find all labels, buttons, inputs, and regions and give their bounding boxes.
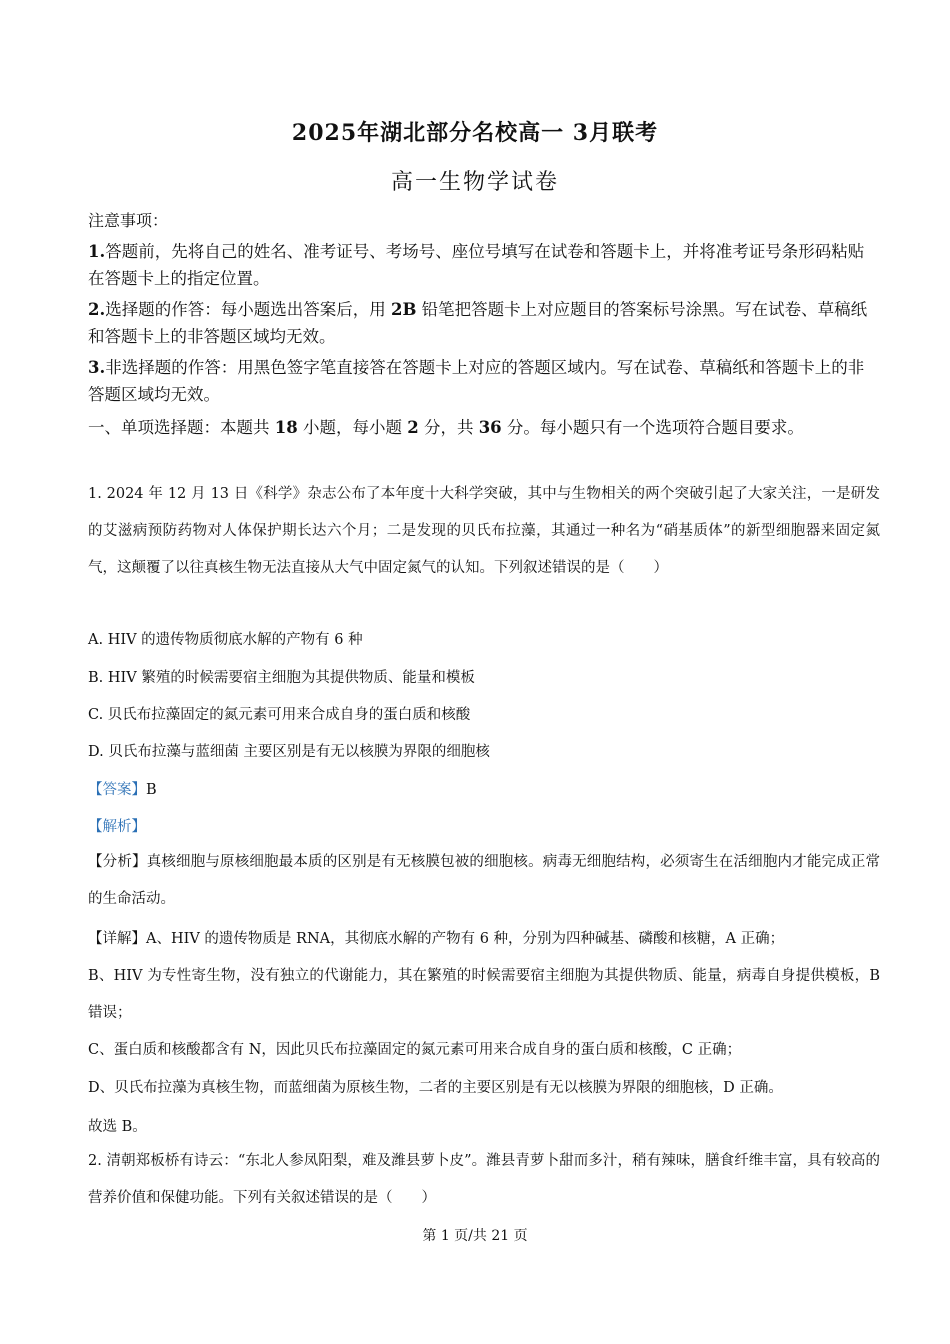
- notice-heading: 注意事项：: [88, 211, 169, 230]
- notice-item-1: [88, 238, 878, 292]
- analysis-tag: 【解析】: [88, 819, 146, 835]
- xiangjie-d: D、贝氏布拉藻为真核生物，而蓝细菌为原核生物，二者的主要区别是有无以核膜为界限的细胞核，D 正确。: [88, 1080, 783, 1096]
- xiangjie-tag: 【详解】: [88, 931, 146, 947]
- question-1-option-c: C. 贝氏布拉藻固定的氮元素可用来合成自身的蛋白质和核酸: [88, 707, 471, 723]
- question-1-stem: 1. 2024 年 12 月 13 日《科学》杂志公布了本年度十大科学突破，其中与生物相关的两个突破引起了大家关注，一是研发的艾滋病预防药物对人体保护期长达六个月；二是发现的贝氏布拉藻，其通过一种名为“硝基质体”的新型细胞器来固定氮气，这颠覆了以往真核生物无法直接从大气中固定氮气的认知。下列叙述错误的是（ ）: [88, 486, 880, 576]
- section-heading: [88, 414, 878, 441]
- notice-item-2: [88, 296, 878, 350]
- fenxi-tag: 【分析】: [88, 854, 147, 870]
- notice-item-num: 3.: [88, 358, 106, 377]
- analysis-xiangjie: [88, 921, 880, 958]
- notice-item-3: [88, 354, 878, 408]
- exam-subtitle: 高一生物学试卷: [390, 170, 559, 195]
- answer-value: B: [146, 782, 157, 798]
- conclusion: 故选 B。: [88, 1119, 147, 1135]
- notice-item-text: 非选择题的作答：用黑色签字笔直接答在答题卡上对应的答题区域内。写在试卷、草稿纸和答题卡上的非答题区域均无效。: [88, 358, 865, 404]
- answer-tag: 【答案】: [88, 782, 146, 798]
- page-number: 第 1 页/共 21 页: [422, 1228, 528, 1244]
- section-points: 2: [407, 418, 419, 437]
- section-total: 36: [478, 418, 502, 437]
- notice-item-text: 选择题的作答：每小题选出答案后，用: [105, 300, 391, 319]
- xiangjie-b: B、HIV 为专性寄生物，没有独立的代谢能力，其在繁殖的时候需要宿主细胞为其提供物质、能量，病毒自身提供模板，B 错误；: [88, 968, 880, 1021]
- section-text: 分。每小题只有一个选项符合题目要求。: [501, 418, 804, 437]
- exam-title: 2025年湖北部分名校高一 3月联考: [291, 120, 659, 146]
- analysis-line: [88, 817, 146, 837]
- question-1-option-d: D. 贝氏布拉藻与蓝细菌 主要区别是有无以核膜为界限的细胞核: [88, 744, 490, 760]
- xiangjie-c: C、蛋白质和核酸都含有 N，因此贝氏布拉藻固定的氮元素可用来合成自身的蛋白质和核酸，C 正确；: [88, 1042, 742, 1058]
- notice-item-bold: 2B: [390, 300, 417, 319]
- question-1-option-b: B. HIV 繁殖的时候需要宿主细胞为其提供物质、能量和模板: [88, 670, 475, 686]
- section-text: 小题，每小题: [297, 418, 408, 437]
- notice-item-text: 铅笔把答题卡上对应题目的答案标号涂黑。写在试卷、草稿纸和答题卡上的非答题区域均无效。: [88, 300, 868, 346]
- fenxi-text: 真核细胞与原核细胞最本质的区别是有无核膜包被的细胞核。病毒无细胞结构，必须寄生在活细胞内才能完成正常的生命活动。: [88, 854, 881, 907]
- section-text: 一、单项选择题：本题共: [88, 418, 275, 437]
- notice-item-num: 2.: [88, 300, 106, 319]
- question-1-option-a: A. HIV 的遗传物质彻底水解的产物有 6 种: [88, 632, 363, 648]
- section-count: 18: [274, 418, 298, 437]
- notice-item-num: 1.: [88, 242, 106, 261]
- notice-item-text: 答题前，先将自己的姓名、准考证号、考场号、座位号填写在试卷和答题卡上，并将准考证号条形码粘贴在答题卡上的指定位置。: [88, 242, 865, 288]
- xiangjie-a: A、HIV 的遗传物质是 RNA，其彻底水解的产物有 6 种，分别为四种碱基、磷酸和核糖，A 正确；: [146, 931, 785, 947]
- analysis-fenxi: [88, 844, 880, 918]
- answer-line: [88, 780, 157, 800]
- section-text: 分，共: [418, 418, 479, 437]
- question-2-stem: 2. 清朝郑板桥有诗云：“东北人参凤阳梨，难及潍县萝卜皮”。潍县青萝卜甜而多汁，稍有辣味，膳食纤维丰富，具有较高的营养价值和保健功能。下列有关叙述错误的是（ ）: [88, 1153, 880, 1206]
